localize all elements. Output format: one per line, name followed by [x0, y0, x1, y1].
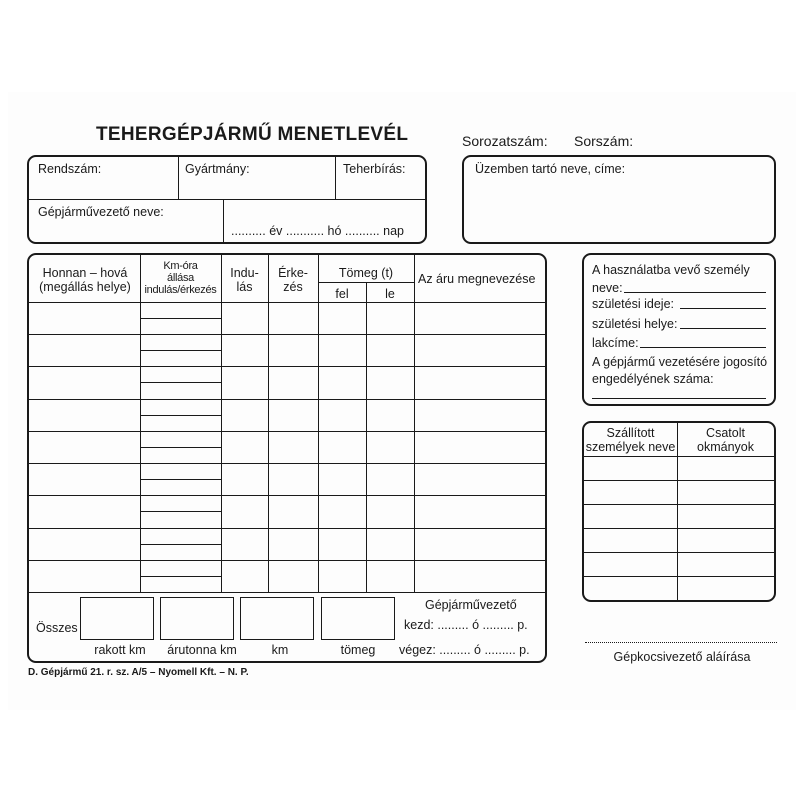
address-label: lakcíme: [592, 336, 639, 350]
birth-place-line[interactable] [680, 328, 766, 329]
trip-row-line [29, 463, 545, 464]
signature-line[interactable] [585, 642, 777, 643]
date-field[interactable]: .......... év ........... hó .......... nap [231, 224, 404, 238]
total-weight-label: tömeg [340, 643, 376, 657]
license-number-line[interactable] [592, 398, 766, 399]
trip-row-line [29, 302, 545, 303]
end-time-field[interactable]: végez: ......... ó ......... p. [399, 643, 530, 657]
odometer-header: Km-óra állása indulás/érkezés [144, 260, 217, 296]
passengers-header: Szállított személyek neve [585, 426, 676, 454]
user-name-label: neve: [592, 281, 623, 295]
total-ton-km-label: árutonna km [167, 643, 237, 657]
plate-number-field[interactable]: Rendszám: [38, 162, 102, 176]
driver-name-field[interactable]: Gépjárművezető neve: [38, 205, 164, 219]
total-ton-km-box[interactable] [160, 597, 234, 640]
odometer-sub-line [140, 544, 221, 545]
birth-place-label: születési helye: [592, 317, 678, 331]
goods-description-header: Az áru megnevezése [418, 272, 536, 286]
birth-date-label: születési ideje: [592, 297, 674, 311]
total-weight-box[interactable] [321, 597, 395, 640]
start-time-field[interactable]: kezd: ......... ó ......... p. [404, 618, 528, 632]
from-to-header: Honnan – hová (megállás helye) [39, 266, 131, 294]
total-loaded-km-box[interactable] [80, 597, 154, 640]
driver-time-heading: Gépjárművezető [425, 598, 517, 612]
weight-unloaded-header: le [385, 287, 395, 301]
operator-name-address-field[interactable]: Üzemben tartó neve, címe: [475, 162, 626, 176]
total-loaded-km-label: rakott km [94, 643, 146, 657]
total-km-box[interactable] [240, 597, 314, 640]
odometer-sub-line [140, 479, 221, 480]
passenger-row-line [584, 576, 774, 577]
vehicle-make-field[interactable]: Gyártmány: [185, 162, 250, 176]
odometer-sub-line [140, 511, 221, 512]
serial-number-label: Sorozatszám: [462, 133, 548, 149]
passenger-row-line [584, 480, 774, 481]
form-footer-code: D. Gépjármű 21. r. sz. A/5 – Nyomell Kft. – N. P. [28, 667, 249, 678]
form-title: TEHERGÉPJÁRMŰ MENETLEVÉL [96, 124, 409, 145]
total-km-label: km [271, 643, 289, 657]
passenger-row-line [584, 552, 774, 553]
trip-row-line [29, 366, 545, 367]
user-name-line[interactable] [624, 292, 766, 293]
passenger-row-line [584, 504, 774, 505]
arrival-header: Érke- zés [278, 266, 308, 294]
trip-row-line [29, 399, 545, 400]
trip-row-line [29, 560, 545, 561]
odometer-sub-line [140, 415, 221, 416]
weight-header: Tömeg (t) [338, 266, 394, 280]
passenger-row-line [584, 456, 774, 457]
vehicle-user-heading: A használatba vevő személy [592, 263, 750, 277]
sequence-number-label: Sorszám: [574, 133, 634, 149]
trip-row-line [29, 334, 545, 335]
odometer-sub-line [140, 447, 221, 448]
load-capacity-field[interactable]: Teherbírás: [343, 162, 406, 176]
attached-documents-header: Csatolt okmányok [697, 426, 754, 454]
totals-label: Összes [36, 621, 78, 635]
driver-signature-label: Gépkocsivezető aláírása [613, 650, 751, 664]
departure-header: Indu- lás [230, 266, 259, 294]
odometer-sub-line [140, 382, 221, 383]
trip-row-line [29, 528, 545, 529]
trip-row-line [29, 495, 545, 496]
odometer-sub-line [140, 576, 221, 577]
license-label: A gépjármű vezetésére jogosító engedélyének száma: [592, 355, 768, 386]
odometer-sub-line [140, 350, 221, 351]
weight-loaded-header: fel [335, 287, 349, 301]
passenger-row-line [584, 528, 774, 529]
odometer-sub-line [140, 318, 221, 319]
trip-row-line [29, 431, 545, 432]
birth-date-line[interactable] [680, 308, 766, 309]
address-line[interactable] [640, 347, 766, 348]
